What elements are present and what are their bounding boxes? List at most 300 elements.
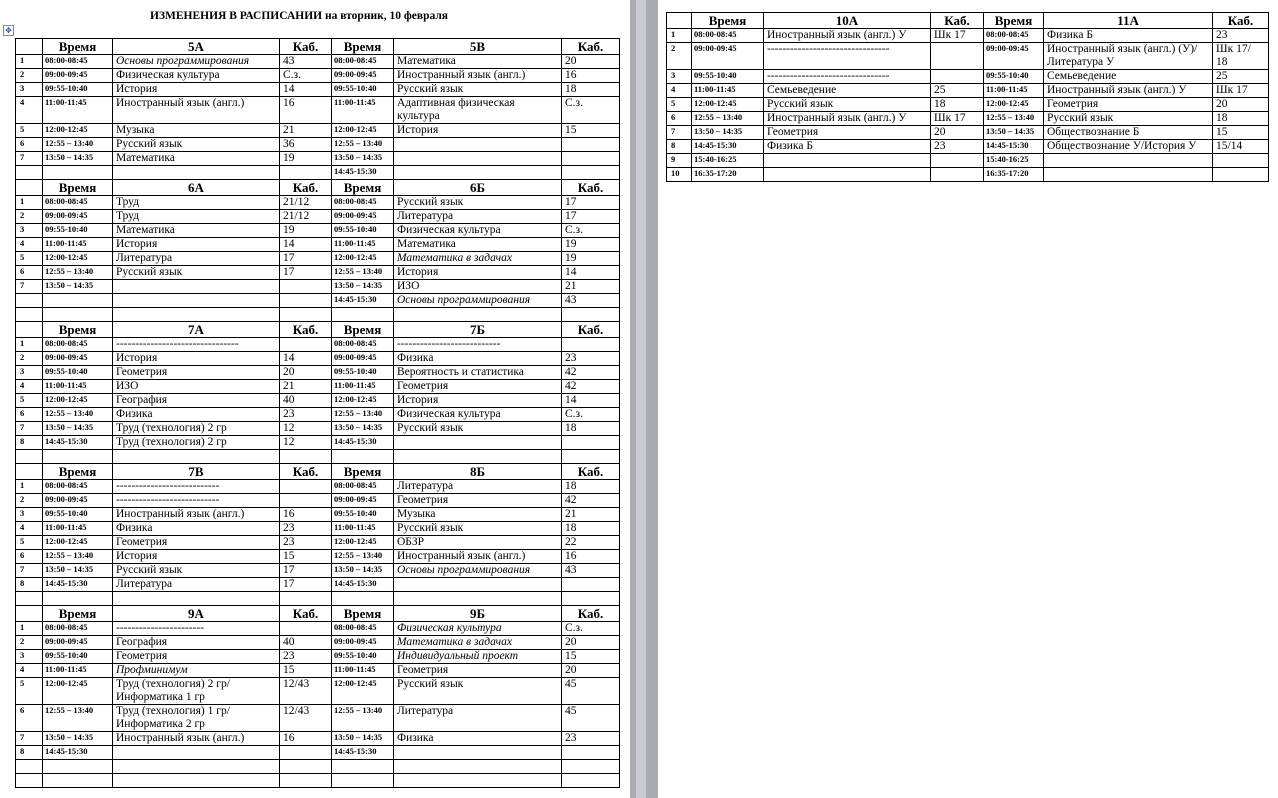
table-row (16, 650, 620, 664)
lesson-number: 5 (16, 252, 43, 266)
room-right: Шк 17 (1213, 84, 1269, 98)
lesson-time-right (332, 592, 394, 606)
room-right: 18 (562, 480, 620, 494)
table-row (16, 138, 620, 152)
room-left: 23 (931, 140, 984, 154)
lesson-time-right: 14:45-15:30 (332, 294, 394, 308)
lesson-number: 9 (667, 154, 692, 168)
subject-right: ИЗО (394, 280, 562, 294)
subject-right: Литература (394, 705, 562, 732)
lesson-number: 2 (16, 352, 43, 366)
document-page-1 (0, 0, 630, 798)
room-right (562, 578, 620, 592)
subject-right (394, 308, 562, 322)
lesson-time-left: 08:00-08:45 (43, 338, 113, 352)
room-right: С.з. (562, 622, 620, 636)
subject-left: Труд (113, 210, 280, 224)
room-left: 14 (280, 238, 332, 252)
lesson-time-left: 14:45-15:30 (43, 746, 113, 760)
lesson-number: 7 (16, 422, 43, 436)
lesson-number: 4 (16, 97, 43, 124)
lesson-time-right: 09:55-10:40 (332, 508, 394, 522)
lesson-time-right (332, 760, 394, 774)
lesson-number: 10 (667, 168, 692, 182)
room-right: 21 (562, 508, 620, 522)
room-left (931, 168, 984, 182)
table-row (16, 550, 620, 564)
subject-right: Индивидуальный проект (394, 650, 562, 664)
lesson-time-right: 11:00-11:45 (332, 380, 394, 394)
table-row (16, 55, 620, 69)
lesson-time-left: 09:00-09:45 (43, 494, 113, 508)
room-right: 19 (562, 238, 620, 252)
lesson-number: 7 (667, 126, 692, 140)
subject-right: Иностранный язык (англ.) (394, 69, 562, 83)
room-left: Шк 17 (931, 29, 984, 43)
lesson-time-right: 14:45-15:30 (332, 436, 394, 450)
header-blank (16, 606, 43, 622)
lesson-number: 5 (16, 678, 43, 705)
table-row (16, 124, 620, 138)
room-right: 18 (1213, 112, 1269, 126)
room-right: 20 (562, 55, 620, 69)
room-right: 25 (1213, 70, 1269, 84)
room-right (1213, 154, 1269, 168)
table-row (667, 126, 1269, 140)
room-right: 43 (562, 564, 620, 578)
table-row (667, 70, 1269, 84)
table-row (16, 166, 620, 180)
lesson-number (16, 450, 43, 464)
room-left: 14 (280, 83, 332, 97)
room-right: 15/14 (1213, 140, 1269, 154)
header-row (16, 322, 620, 338)
header-class-left: 7В (113, 464, 280, 480)
table-row (16, 196, 620, 210)
subject-left: География (113, 394, 280, 408)
subject-left: Математика (113, 152, 280, 166)
subject-left: Геометрия (113, 366, 280, 380)
room-left: 21 (280, 124, 332, 138)
subject-left: -------------------------------- (764, 43, 931, 70)
lesson-time-right: 08:00-08:45 (332, 622, 394, 636)
header-room: Каб. (280, 39, 332, 55)
room-left (280, 480, 332, 494)
header-room: Каб. (562, 180, 620, 196)
lesson-time-right: 13:50 – 14:35 (332, 280, 394, 294)
table-row (667, 112, 1269, 126)
lesson-number (16, 166, 43, 180)
header-time: Время (692, 13, 764, 29)
lesson-time-left (43, 760, 113, 774)
table-row (16, 536, 620, 550)
room-right: 16 (562, 550, 620, 564)
header-class-right: 5В (394, 39, 562, 55)
lesson-time-left: 14:45-15:30 (43, 578, 113, 592)
lesson-time-right: 12:00-12:45 (332, 536, 394, 550)
lesson-time-left: 12:00-12:45 (43, 252, 113, 266)
table-row (16, 152, 620, 166)
lesson-time-right: 13:50 – 14:35 (332, 564, 394, 578)
lesson-number: 1 (16, 480, 43, 494)
room-left: 16 (280, 732, 332, 746)
table-row (16, 592, 620, 606)
room-left: 40 (280, 394, 332, 408)
subject-right: ОБЗР (394, 536, 562, 550)
lesson-time-right: 12:55 – 13:40 (984, 112, 1044, 126)
lesson-time-left: 09:00-09:45 (43, 352, 113, 366)
lesson-time-right: 12:00-12:45 (332, 678, 394, 705)
room-left: 17 (280, 578, 332, 592)
table-row (16, 705, 620, 732)
lesson-time-left: 12:00-12:45 (43, 394, 113, 408)
lesson-time-left: 12:55 – 13:40 (692, 112, 764, 126)
subject-right: Физическая культура (394, 622, 562, 636)
table-row (16, 97, 620, 124)
subject-left: ИЗО (113, 380, 280, 394)
room-right: 42 (562, 494, 620, 508)
lesson-time-right: 14:45-15:30 (984, 140, 1044, 154)
header-room: Каб. (280, 464, 332, 480)
room-right (562, 152, 620, 166)
subject-right: Музыка (394, 508, 562, 522)
subject-right: Математика в задачах (394, 252, 562, 266)
lesson-time-left: 09:55-10:40 (43, 650, 113, 664)
subject-right: Русский язык (1044, 112, 1213, 126)
lesson-time-right: 12:00-12:45 (332, 394, 394, 408)
subject-left: История (113, 238, 280, 252)
subject-left: Труд (технология) 1 гр/ Информатика 2 гр (113, 705, 280, 732)
subject-left: Труд (технология) 2 гр (113, 436, 280, 450)
table-row (16, 746, 620, 760)
lesson-number: 7 (16, 280, 43, 294)
header-blank (16, 180, 43, 196)
subject-left: --------------------------- (113, 494, 280, 508)
table-row (16, 450, 620, 464)
lesson-number: 7 (16, 732, 43, 746)
lesson-time-left: 09:00-09:45 (43, 636, 113, 650)
subject-left: История (113, 352, 280, 366)
subject-left: История (113, 83, 280, 97)
lesson-time-right: 08:00-08:45 (984, 29, 1044, 43)
lesson-time-left: 13:50 – 14:35 (692, 126, 764, 140)
table-row (667, 154, 1269, 168)
subject-right: Физическая культура (394, 408, 562, 422)
header-class-left: 6А (113, 180, 280, 196)
lesson-number: 3 (16, 508, 43, 522)
lesson-time-right: 13:50 – 14:35 (332, 152, 394, 166)
lesson-number: 2 (16, 494, 43, 508)
lesson-time-left: 11:00-11:45 (43, 522, 113, 536)
subject-right: Литература (394, 480, 562, 494)
room-right: 14 (562, 394, 620, 408)
lesson-number: 1 (16, 196, 43, 210)
lesson-time-right: 14:45-15:30 (332, 578, 394, 592)
room-left: 16 (280, 97, 332, 124)
room-right: 22 (562, 536, 620, 550)
room-left: 40 (280, 636, 332, 650)
lesson-time-left (43, 450, 113, 464)
room-left: 21/12 (280, 196, 332, 210)
subject-left: Иностранный язык (англ.) (113, 508, 280, 522)
lesson-time-left: 13:50 – 14:35 (43, 280, 113, 294)
room-left: 25 (931, 84, 984, 98)
subject-left (113, 746, 280, 760)
header-row (16, 180, 620, 196)
subject-right: Обществознание У/История У (1044, 140, 1213, 154)
subject-left: Геометрия (113, 650, 280, 664)
subject-right (394, 152, 562, 166)
subject-right: Адаптивная физическая культура (394, 97, 562, 124)
lesson-time-right: 08:00-08:45 (332, 338, 394, 352)
lesson-time-left: 14:45-15:30 (692, 140, 764, 154)
lesson-number: 5 (16, 124, 43, 138)
subject-left: Труд (технология) 2 гр/ Информатика 1 гр (113, 678, 280, 705)
subject-left (113, 166, 280, 180)
subject-left (113, 294, 280, 308)
subject-right: Иностранный язык (англ.) (У)/ Литература У (1044, 43, 1213, 70)
lesson-time-left: 11:00-11:45 (43, 238, 113, 252)
room-right (562, 436, 620, 450)
subject-right: Литература (394, 210, 562, 224)
lesson-number: 6 (16, 138, 43, 152)
subject-left: География (113, 636, 280, 650)
room-left: 20 (280, 366, 332, 380)
subject-left: Иностранный язык (англ.) У (764, 29, 931, 43)
room-right (562, 774, 620, 788)
header-class-left: 9А (113, 606, 280, 622)
room-right: Шк 17/ 18 (1213, 43, 1269, 70)
table-row (16, 210, 620, 224)
lesson-number: 2 (667, 43, 692, 70)
room-right: С.з. (562, 97, 620, 124)
table-row (16, 69, 620, 83)
lesson-time-left: 11:00-11:45 (43, 664, 113, 678)
subject-left: Основы программирования (113, 55, 280, 69)
room-left: 19 (280, 224, 332, 238)
lesson-time-right: 09:55-10:40 (332, 83, 394, 97)
lesson-number: 3 (16, 366, 43, 380)
room-left (280, 622, 332, 636)
header-room: Каб. (562, 464, 620, 480)
lesson-time-right: 14:45-15:30 (332, 166, 394, 180)
lesson-number: 8 (16, 746, 43, 760)
header-time: Время (332, 464, 394, 480)
lesson-time-right: 12:55 – 13:40 (332, 550, 394, 564)
lesson-time-left: 09:55-10:40 (43, 224, 113, 238)
room-right: 14 (562, 266, 620, 280)
subject-left: Профминимум (113, 664, 280, 678)
lesson-time-left: 15:40-16:25 (692, 154, 764, 168)
lesson-time-right: 09:00-09:45 (332, 636, 394, 650)
header-row (16, 606, 620, 622)
document-page-2 (658, 0, 1278, 798)
table-row (16, 338, 620, 352)
lesson-time-left: 08:00-08:45 (43, 196, 113, 210)
lesson-number: 8 (16, 436, 43, 450)
subject-left: Русский язык (113, 266, 280, 280)
lesson-time-right: 09:55-10:40 (332, 366, 394, 380)
lesson-time-right: 09:00-09:45 (332, 210, 394, 224)
header-room: Каб. (280, 606, 332, 622)
subject-right: Русский язык (394, 678, 562, 705)
table-row (16, 508, 620, 522)
lesson-time-left: 09:55-10:40 (43, 508, 113, 522)
lesson-time-left: 09:55-10:40 (692, 70, 764, 84)
room-left (280, 494, 332, 508)
header-time: Время (43, 180, 113, 196)
lesson-time-left: 12:55 – 13:40 (43, 705, 113, 732)
room-left (280, 450, 332, 464)
lesson-time-left: 13:50 – 14:35 (43, 732, 113, 746)
lesson-time-right: 13:50 – 14:35 (332, 422, 394, 436)
subject-right: История (394, 266, 562, 280)
subject-left: Литература (113, 578, 280, 592)
room-left (280, 746, 332, 760)
subject-right: Иностранный язык (англ.) У (1044, 84, 1213, 98)
room-right (562, 308, 620, 322)
lesson-number: 1 (16, 55, 43, 69)
room-left: 21 (280, 380, 332, 394)
room-left (280, 338, 332, 352)
room-right: 19 (562, 252, 620, 266)
lesson-time-right: 08:00-08:45 (332, 196, 394, 210)
subject-right: Геометрия (1044, 98, 1213, 112)
lesson-time-left: 12:55 – 13:40 (43, 550, 113, 564)
subject-left (113, 280, 280, 294)
room-left (280, 308, 332, 322)
subject-left: -------------------------------- (764, 70, 931, 84)
lesson-time-left: 12:00-12:45 (43, 536, 113, 550)
table-move-handle-icon[interactable]: ✥ (3, 25, 14, 36)
room-left: 23 (280, 650, 332, 664)
lesson-time-left: 14:45-15:30 (43, 436, 113, 450)
room-left: 23 (280, 536, 332, 550)
subject-left (764, 154, 931, 168)
lesson-number: 5 (16, 536, 43, 550)
subject-right: Физика (394, 352, 562, 366)
room-left: 36 (280, 138, 332, 152)
subject-right (394, 138, 562, 152)
subject-left: История (113, 550, 280, 564)
lesson-time-left: 09:00-09:45 (43, 69, 113, 83)
room-left (280, 166, 332, 180)
room-left: 19 (280, 152, 332, 166)
lesson-number: 6 (667, 112, 692, 126)
header-class-right: 9Б (394, 606, 562, 622)
lesson-time-left: 08:00-08:45 (692, 29, 764, 43)
lesson-time-left: 12:55 – 13:40 (43, 138, 113, 152)
header-room: Каб. (562, 322, 620, 338)
subject-left (764, 168, 931, 182)
lesson-number: 2 (16, 210, 43, 224)
room-right: 15 (1213, 126, 1269, 140)
lesson-time-right: 12:00-12:45 (984, 98, 1044, 112)
lesson-time-left: 08:00-08:45 (43, 622, 113, 636)
subject-right: Геометрия (394, 494, 562, 508)
header-blank (16, 322, 43, 338)
room-right: 18 (562, 522, 620, 536)
lesson-time-right: 12:55 – 13:40 (332, 266, 394, 280)
subject-right: Основы программирования (394, 564, 562, 578)
lesson-number: 6 (16, 266, 43, 280)
lesson-number (16, 294, 43, 308)
subject-right (1044, 154, 1213, 168)
subject-left: Геометрия (113, 536, 280, 550)
lesson-time-right: 09:55-10:40 (332, 224, 394, 238)
room-left: 23 (280, 522, 332, 536)
lesson-time-right: 08:00-08:45 (332, 55, 394, 69)
room-right: 15 (562, 650, 620, 664)
subject-left (113, 774, 280, 788)
table-row (16, 366, 620, 380)
lesson-number: 4 (16, 238, 43, 252)
table-row (16, 564, 620, 578)
lesson-number: 1 (16, 622, 43, 636)
room-right: 20 (1213, 98, 1269, 112)
table-row (667, 43, 1269, 70)
lesson-number: 4 (667, 84, 692, 98)
room-left: 15 (280, 550, 332, 564)
header-blank (667, 13, 692, 29)
lesson-time-left: 13:50 – 14:35 (43, 152, 113, 166)
lesson-number: 6 (16, 550, 43, 564)
lesson-time-right: 08:00-08:45 (332, 480, 394, 494)
page-title: ИЗМЕНЕНИЯ В РАСПИСАНИИ на вторник, 10 февраля (150, 10, 449, 22)
subject-left (113, 450, 280, 464)
subject-right (394, 592, 562, 606)
header-class-left: 10А (764, 13, 931, 29)
table-row (16, 622, 620, 636)
schedule-table-grades-10-11 (666, 12, 1269, 182)
room-left (280, 280, 332, 294)
table-row (16, 294, 620, 308)
lesson-number: 5 (667, 98, 692, 112)
page-separator (630, 0, 658, 798)
header-time: Время (43, 322, 113, 338)
table-row (667, 168, 1269, 182)
room-left: 12/43 (280, 705, 332, 732)
table-row (16, 422, 620, 436)
subject-left: Труд (технология) 2 гр (113, 422, 280, 436)
subject-left: Физика Б (764, 140, 931, 154)
lesson-time-right: 12:55 – 13:40 (332, 138, 394, 152)
table-row (16, 308, 620, 322)
lesson-time-left: 08:00-08:45 (43, 480, 113, 494)
subject-left: Иностранный язык (англ.) (113, 97, 280, 124)
table-row (667, 84, 1269, 98)
table-row (16, 494, 620, 508)
subject-right: Основы программирования (394, 294, 562, 308)
table-row (16, 280, 620, 294)
lesson-time-right: 11:00-11:45 (984, 84, 1044, 98)
room-left: 12/43 (280, 678, 332, 705)
lesson-time-left (43, 166, 113, 180)
subject-right (1044, 168, 1213, 182)
header-row (16, 39, 620, 55)
subject-right: Математика (394, 238, 562, 252)
subject-right: Геометрия (394, 664, 562, 678)
lesson-number: 4 (16, 664, 43, 678)
table-row (16, 408, 620, 422)
lesson-number: 1 (667, 29, 692, 43)
room-left: 12 (280, 436, 332, 450)
room-right: 45 (562, 678, 620, 705)
lesson-number: 5 (16, 394, 43, 408)
subject-right: Геометрия (394, 380, 562, 394)
table-row (16, 394, 620, 408)
lesson-time-left: 16:35-17:20 (692, 168, 764, 182)
